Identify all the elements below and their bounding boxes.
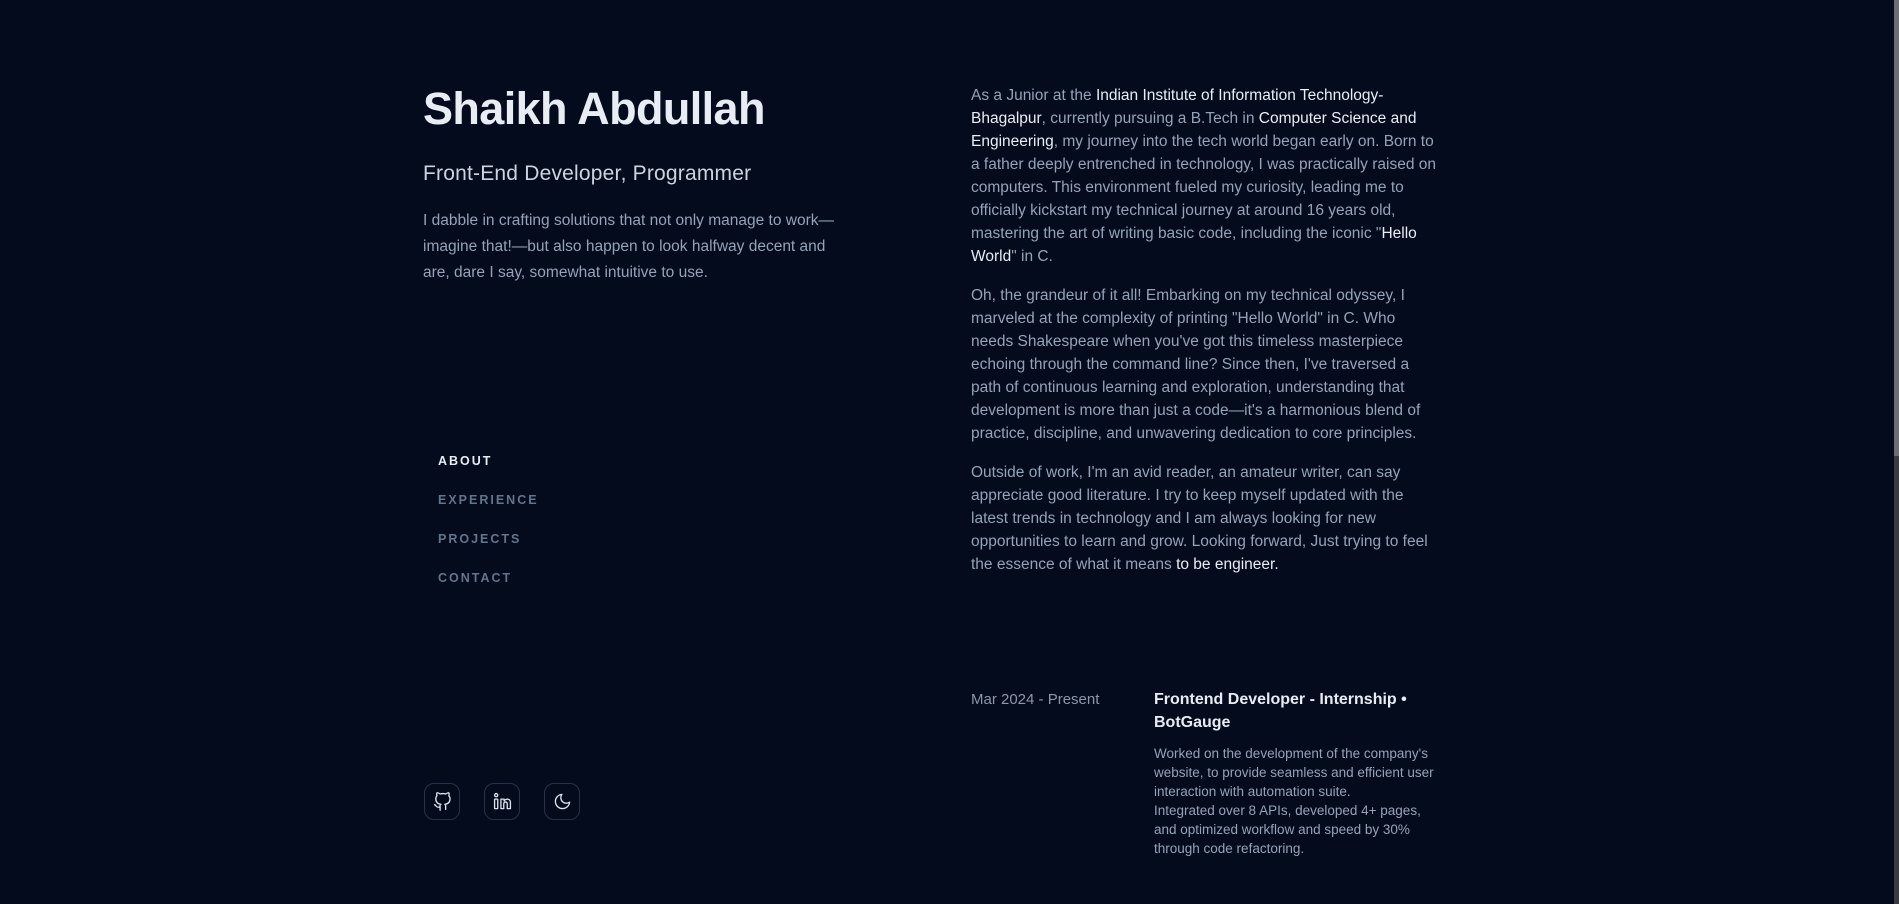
about-paragraph bbox=[971, 284, 1441, 445]
highlight-text[interactable]: Hello World bbox=[971, 225, 1417, 265]
profile-tagline: I dabble in crafting solutions that not only manage to work—imagine that!—but also happen to look halfway decent and are, dare I say, somewhat intuitive to use. bbox=[423, 212, 834, 281]
nav-list bbox=[423, 452, 971, 583]
experience-description bbox=[1154, 744, 1441, 858]
experience-description-line: Integrated over 8 APIs, developed 4+ pages, and optimized workflow and speed by 30% through code refactoring. bbox=[1154, 803, 1421, 856]
nav-link-about[interactable]: ABOUT bbox=[438, 454, 493, 468]
experience-section bbox=[971, 688, 1441, 858]
site-nav bbox=[423, 452, 971, 583]
nav-link-experience[interactable]: EXPERIENCE bbox=[438, 493, 539, 507]
theme-toggle-button[interactable] bbox=[544, 783, 580, 820]
about-paragraph bbox=[971, 84, 1441, 268]
body-text: Oh, the grandeur of it all! Embarking on my technical odyssey, I marveled at the complexity of printing "Hello World" in C. Who needs Shakespeare when you've got this timeless masterpiece echoing through the command line? Since then, I've traversed a path of continuous learning and exploration, understanding that development is more than just a code—it's a harmonious blend of practice, discipline, and unwavering dedication to core principles. bbox=[971, 287, 1421, 442]
highlight-text[interactable]: Computer Science and Engineering bbox=[971, 110, 1417, 150]
experience-title[interactable]: Frontend Developer - Internship • BotGauge bbox=[1154, 691, 1407, 731]
about-paragraph bbox=[971, 461, 1441, 576]
linkedin-button[interactable] bbox=[484, 783, 520, 820]
left-sidebar bbox=[423, 0, 971, 904]
main-content bbox=[971, 0, 1441, 904]
nav-link-contact[interactable]: CONTACT bbox=[438, 571, 513, 585]
linkedin-icon bbox=[493, 792, 512, 811]
nav-link-projects[interactable]: PROJECTS bbox=[438, 532, 522, 546]
about-section bbox=[971, 84, 1441, 576]
body-text: , currently pursuing a B.Tech in bbox=[1041, 110, 1259, 127]
body-text: Outside of work, I'm an avid reader, an amateur writer, can say appreciate good literature. I try to keep myself updated with the latest trends in technology and I am always looking for new opportunities to learn and grow. Looking forward, Just trying to feel the essence of what it means bbox=[971, 464, 1428, 573]
experience-entry[interactable] bbox=[971, 688, 1441, 858]
experience-body bbox=[1154, 688, 1441, 858]
github-icon bbox=[433, 792, 452, 811]
nav-item-contact[interactable] bbox=[438, 569, 971, 583]
github-button[interactable] bbox=[424, 783, 460, 820]
page-scrollbar[interactable] bbox=[1894, 0, 1899, 904]
body-text: , my journey into the tech world began early on. Born to a father deeply entrenched in technology, I was practically raised on computers. This environment fueled my curiosity, leading me to officially kickstart my technical journey at around 16 years old, mastering the art of writing basic code, including the iconic " bbox=[971, 133, 1436, 242]
nav-item-projects[interactable] bbox=[438, 530, 971, 544]
body-text: " in C. bbox=[1011, 248, 1053, 265]
highlight-text[interactable]: Indian Institute of Information Technology-Bhagalpur bbox=[971, 87, 1384, 127]
social-links bbox=[424, 783, 580, 820]
experience-list bbox=[971, 688, 1441, 858]
experience-description-line: Worked on the development of the company's website, to provide seamless and efficient user interaction with automation suite. bbox=[1154, 746, 1434, 799]
moon-icon bbox=[553, 792, 572, 811]
page-title: Shaikh Abdullah bbox=[423, 83, 765, 134]
profile-role: Front-End Developer, Programmer bbox=[423, 162, 752, 185]
body-text: As a Junior at the bbox=[971, 87, 1096, 104]
nav-item-about[interactable] bbox=[438, 452, 971, 466]
highlight-text[interactable]: to be engineer. bbox=[1176, 556, 1279, 573]
experience-date: Mar 2024 - Present bbox=[971, 691, 1100, 708]
scrollbar-thumb[interactable] bbox=[1894, 0, 1899, 456]
nav-item-experience[interactable] bbox=[438, 491, 971, 505]
about-paragraphs bbox=[971, 84, 1441, 576]
